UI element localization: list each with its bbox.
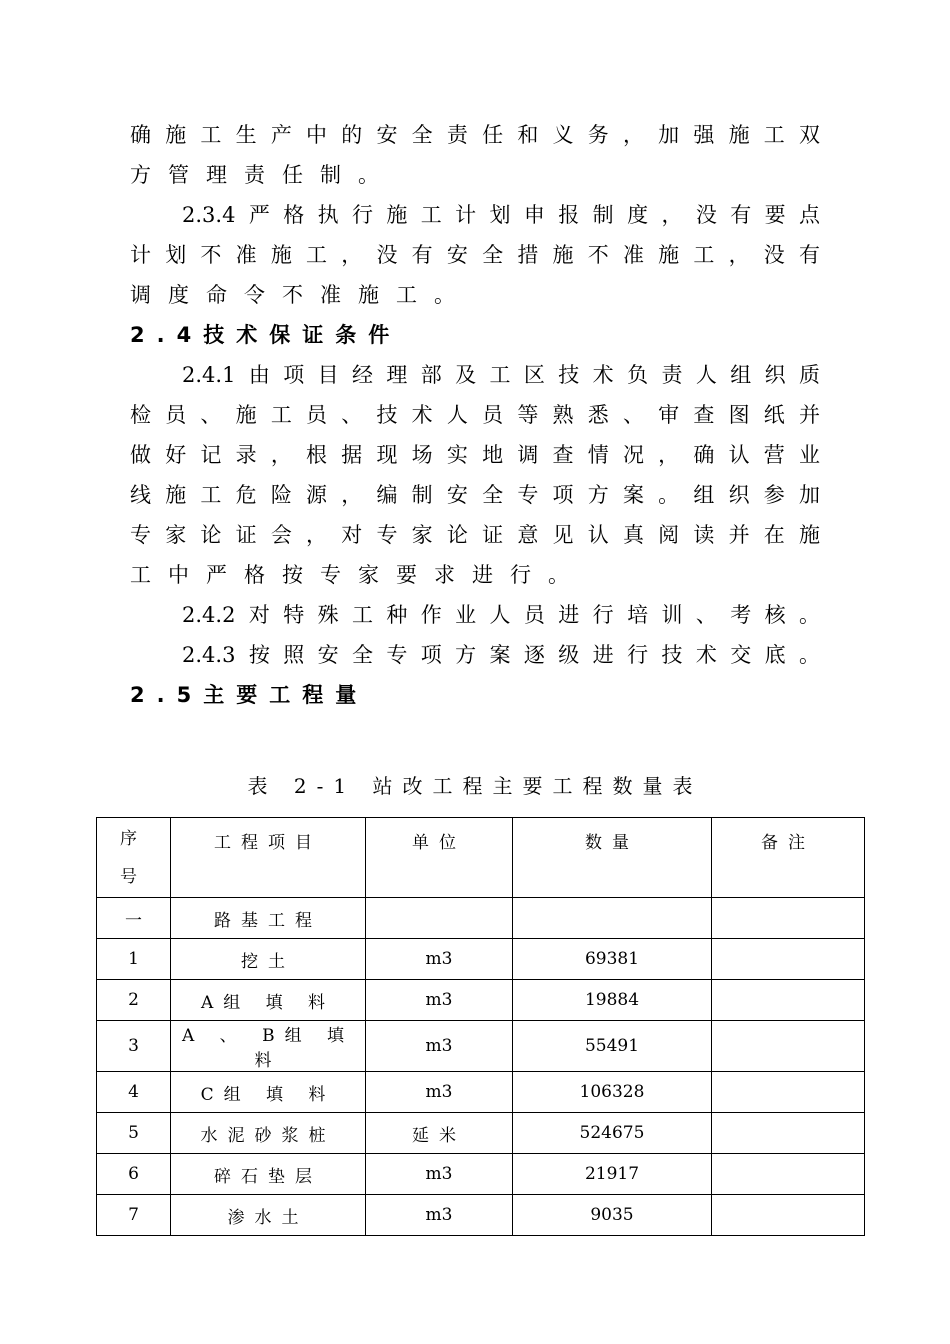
paragraph-line: 检员、施工员、技术人员等熟悉、审查图纸并 (130, 403, 820, 427)
paragraph-line: 专家论证会，对专家论证意见认真阅读并在施 (130, 523, 820, 547)
cell-remark (712, 939, 865, 980)
table-row (97, 1154, 865, 1195)
cell-remark (712, 898, 865, 939)
cell-quantity: 106328 (513, 1072, 712, 1113)
paragraph-line: 确施工生产中的安全责任和义务，加强施工双 (130, 123, 820, 147)
cell-quantity: 9035 (513, 1195, 712, 1236)
section-heading: 2.4技术保证条件 (130, 323, 402, 347)
paragraph-line: 调度命令不准施工。 (130, 283, 472, 307)
cell-quantity: 55491 (513, 1021, 712, 1072)
cell-seq: 5 (97, 1113, 171, 1154)
header-item: 工程项目 (171, 818, 366, 898)
table-row (97, 1195, 865, 1236)
header-seq-top: 序 (120, 829, 147, 849)
cell-seq: 2 (97, 980, 171, 1021)
cell-seq: 7 (97, 1195, 171, 1236)
table-row (97, 980, 865, 1021)
cell-quantity (513, 898, 712, 939)
cell-remark (712, 1113, 865, 1154)
table-caption: 表 2-1 站改工程主要工程数量表 (247, 774, 703, 798)
table-row (97, 1072, 865, 1113)
table-row (97, 1021, 865, 1072)
paragraph-line: 2.4.1由项目经理部及工区技术负责人组织质 (182, 363, 820, 387)
cell-unit: 延米 (366, 1113, 513, 1154)
cell-item: 挖土 (171, 939, 366, 980)
cell-unit (366, 898, 513, 939)
cell-quantity: 19884 (513, 980, 712, 1021)
header-remark: 备注 (712, 818, 865, 898)
cell-unit: m3 (366, 939, 513, 980)
header-unit: 单位 (366, 818, 513, 898)
table-row (97, 898, 865, 939)
cell-seq: 1 (97, 939, 171, 980)
table-header-row (97, 818, 865, 898)
quantity-table (96, 817, 865, 1236)
table-row (97, 1113, 865, 1154)
cell-seq: 3 (97, 1021, 171, 1072)
paragraph-line: 2.4.3按照安全专项方案逐级进行技术交底。 (182, 643, 820, 667)
cell-remark (712, 980, 865, 1021)
cell-unit: m3 (366, 1072, 513, 1113)
paragraph-line: 工中严格按专家要求进行。 (130, 563, 586, 587)
cell-remark (712, 1154, 865, 1195)
cell-seq: 4 (97, 1072, 171, 1113)
cell-item: 水泥砂浆桩 (171, 1113, 366, 1154)
cell-unit: m3 (366, 1195, 513, 1236)
paragraph-line: 2.4.2对特殊工种作业人员进行培训、考核。 (182, 603, 820, 627)
table-row (97, 939, 865, 980)
paragraph-line: 计划不准施工，没有安全措施不准施工，没有 (130, 243, 820, 267)
paragraph-line: 线施工危险源，编制安全专项方案。组织参加 (130, 483, 820, 507)
header-seq (97, 818, 171, 898)
paragraph-line: 2.3.4严格执行施工计划申报制度，没有要点 (182, 203, 820, 227)
header-quantity: 数量 (513, 818, 712, 898)
section-heading: 2.5主要工程量 (130, 683, 369, 707)
cell-seq: 6 (97, 1154, 171, 1195)
cell-item: A组 填 料 (171, 980, 366, 1021)
cell-remark (712, 1072, 865, 1113)
cell-remark (712, 1021, 865, 1072)
cell-quantity: 524675 (513, 1113, 712, 1154)
cell-unit: m3 (366, 980, 513, 1021)
cell-item: A 、 B组 填 料 (171, 1021, 366, 1072)
cell-unit: m3 (366, 1154, 513, 1195)
paragraph-line: 做好记录，根据现场实地调查情况，确认营业 (130, 443, 820, 467)
cell-item: C组 填 料 (171, 1072, 366, 1113)
cell-seq: 一 (97, 898, 171, 939)
paragraph-line: 方管理责任制。 (130, 163, 396, 187)
header-seq-bottom: 号 (120, 867, 147, 887)
cell-unit: m3 (366, 1021, 513, 1072)
cell-item: 路基工程 (171, 898, 366, 939)
cell-quantity: 69381 (513, 939, 712, 980)
cell-remark (712, 1195, 865, 1236)
cell-quantity: 21917 (513, 1154, 712, 1195)
cell-item: 渗水土 (171, 1195, 366, 1236)
cell-item: 碎石垫层 (171, 1154, 366, 1195)
